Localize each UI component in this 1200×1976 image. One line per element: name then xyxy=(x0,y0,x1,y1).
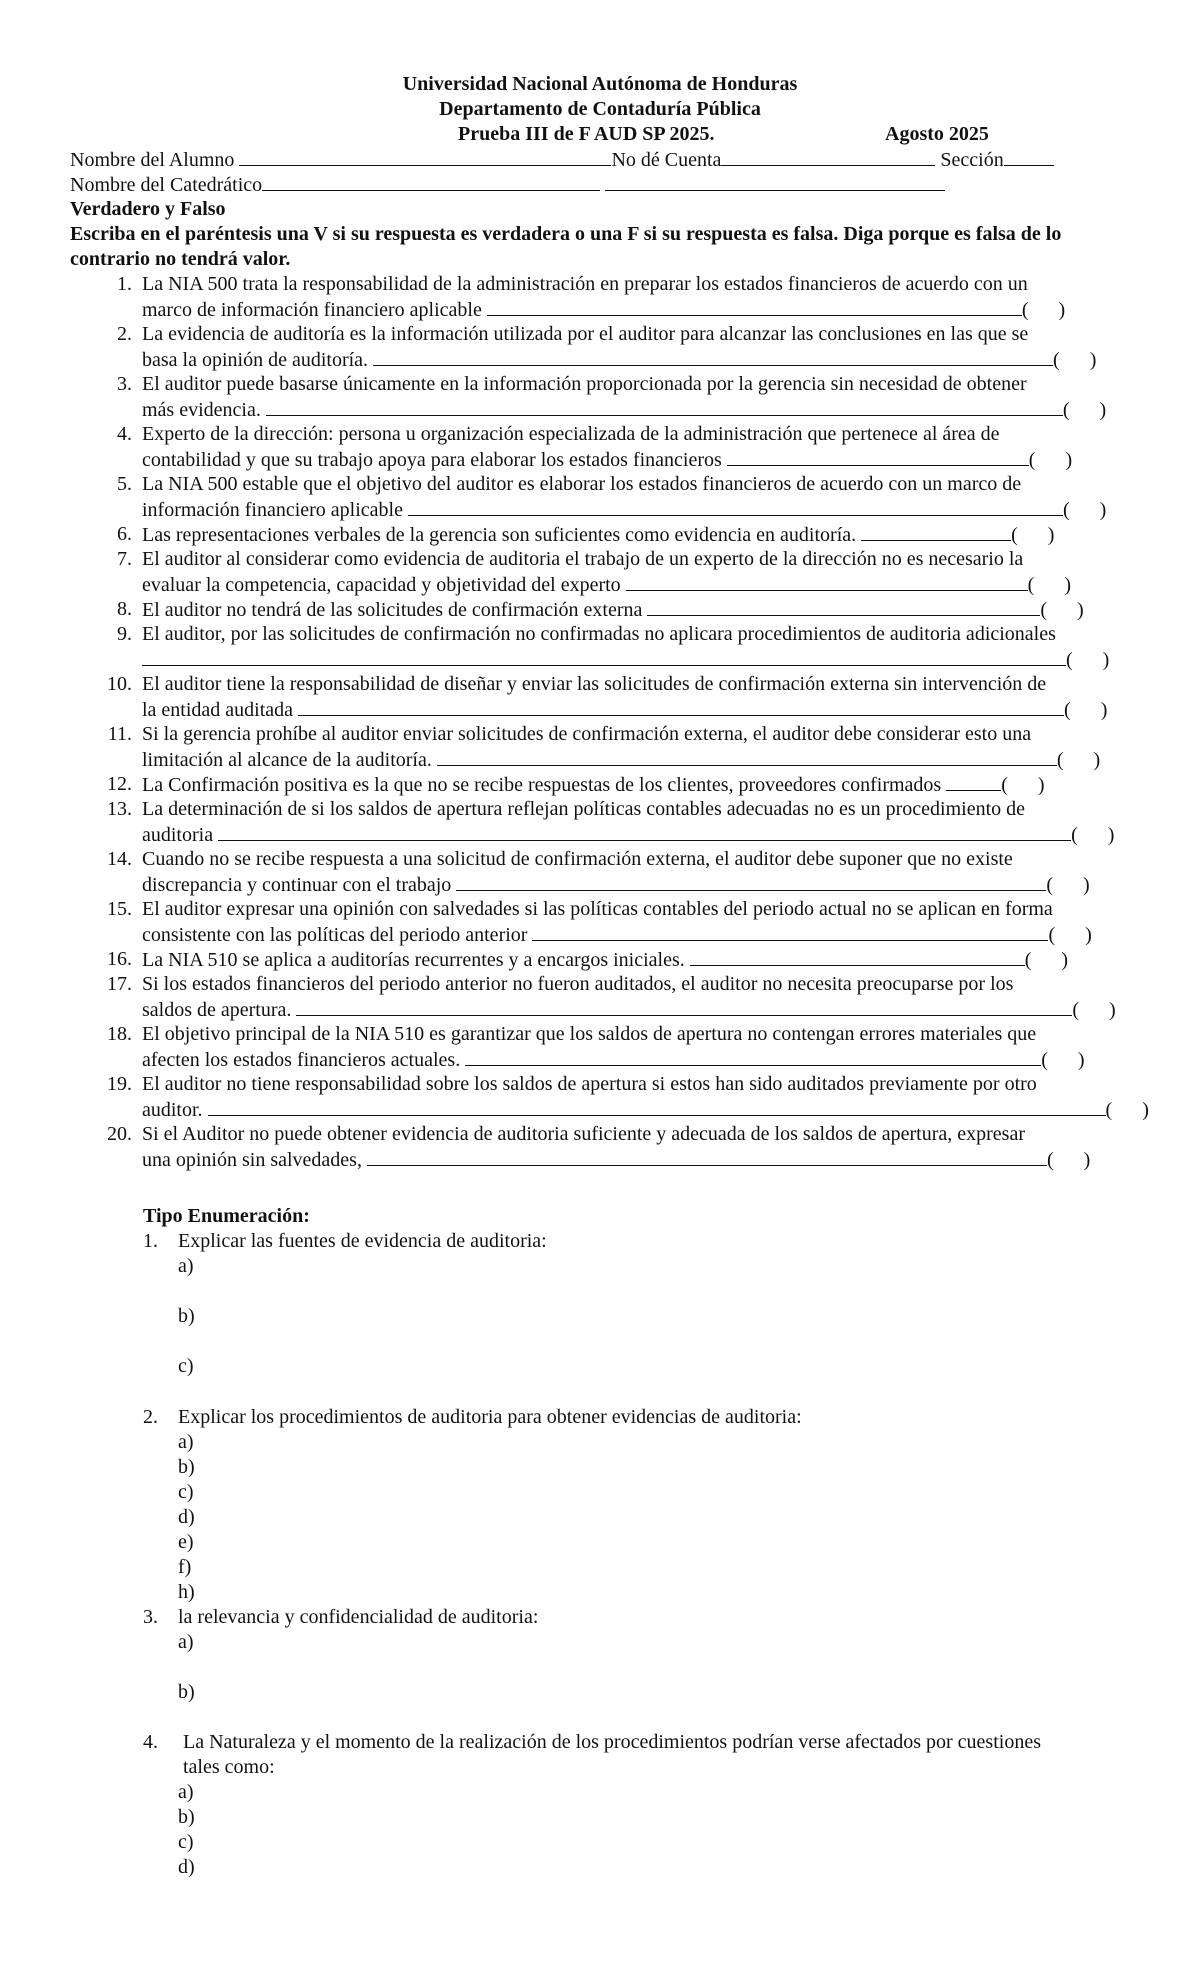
question-line-2: una opinión sin salvedades, xyxy=(142,1149,367,1171)
enum-sub-item: h) xyxy=(178,1581,195,1603)
enum-number: 2. xyxy=(143,1406,158,1428)
question-line-2: marco de información financiero aplicable xyxy=(142,299,487,321)
question-text xyxy=(142,847,1142,898)
question-number: 12. xyxy=(107,773,132,795)
question-line-2: más evidencia. xyxy=(142,399,266,421)
answer-blank[interactable] xyxy=(647,597,1040,616)
question-number: 4. xyxy=(117,423,132,445)
question-line-1: Si la gerencia prohíbe al auditor enviar solicitudes de confirmación externa, el auditor debe considerar esto una xyxy=(142,723,1032,745)
question-text xyxy=(142,972,1142,1023)
answer-blank[interactable] xyxy=(408,497,1063,516)
enum-sub-item: b) xyxy=(178,1681,195,1703)
question-number: 2. xyxy=(117,323,132,345)
question-text xyxy=(142,897,1142,948)
teacher-info-line xyxy=(70,172,945,198)
section-blank[interactable] xyxy=(1004,147,1054,166)
question-number: 18. xyxy=(107,1023,132,1045)
answer-paren[interactable]: ( ) xyxy=(1062,399,1107,421)
answer-blank[interactable] xyxy=(208,1097,1106,1116)
answer-paren[interactable]: ( ) xyxy=(1021,299,1066,321)
question-line-1: El objetivo principal de la NIA 510 es garantizar que los saldos de apertura no contengan errores materiales que xyxy=(142,1023,1037,1045)
answer-blank[interactable] xyxy=(437,747,1057,766)
answer-paren[interactable]: ( ) xyxy=(1041,1049,1085,1071)
question-line-1: Las representaciones verbales de la gerencia son suficientes como evidencia en auditoría. xyxy=(142,524,862,546)
answer-paren[interactable]: ( ) xyxy=(1024,949,1069,971)
question-number: 1. xyxy=(117,273,132,295)
question-text xyxy=(142,1072,1149,1123)
answer-blank[interactable] xyxy=(487,297,1022,316)
answer-paren[interactable]: ( ) xyxy=(1063,499,1107,521)
enum-sub-item: e) xyxy=(178,1531,194,1553)
answer-blank[interactable] xyxy=(266,397,1063,416)
question-text xyxy=(142,522,1142,548)
answer-blank[interactable] xyxy=(218,822,1071,841)
enum-sub-item: a) xyxy=(178,1255,194,1277)
question-line-1: La NIA 500 trata la responsabilidad de la administración en preparar los estados financieros de acuerdo con un xyxy=(142,273,1028,295)
answer-blank[interactable] xyxy=(946,772,1001,791)
question-number: 20. xyxy=(107,1123,132,1145)
answer-blank[interactable] xyxy=(373,347,1053,366)
question-text xyxy=(142,272,1142,323)
question-text xyxy=(142,422,1142,473)
question-number: 5. xyxy=(117,473,132,495)
answer-paren[interactable]: ( ) xyxy=(1046,1149,1091,1171)
answer-paren[interactable]: ( ) xyxy=(1064,699,1108,721)
question-line-1: El auditor tiene la responsabilidad de diseñar y enviar las solicitudes de confirmación externa sin intervención de xyxy=(142,673,1047,695)
question-line-2: afecten los estados financieros actuales. xyxy=(142,1049,466,1071)
question-line-2: saldos de apertura. xyxy=(142,999,297,1021)
question-text xyxy=(142,947,1142,973)
question-line-1: El auditor, por las solicitudes de confirmación no confirmadas no aplicara procedimientos de auditoria adicionales xyxy=(142,623,1056,645)
teacher-blank[interactable] xyxy=(262,172,600,191)
question-number: 17. xyxy=(107,973,132,995)
exam-title: Prueba III de F AUD SP 2025. xyxy=(458,123,715,145)
tf-instructions: Escriba en el paréntesis una V si su respuesta es verdadera o una F si su respuesta es falsa. Diga porque es falsa de lo contrario no tendrá valor. xyxy=(70,223,1062,270)
answer-paren[interactable]: ( ) xyxy=(1028,449,1073,471)
answer-blank[interactable] xyxy=(690,947,1025,966)
question-number: 19. xyxy=(107,1073,132,1095)
answer-paren[interactable]: ( ) xyxy=(1066,649,1110,671)
teacher-blank-2[interactable] xyxy=(605,172,945,191)
question-line-1: El auditor al considerar como evidencia de auditoria el trabajo de un experto de la dirección no es necesario la xyxy=(142,548,1024,570)
enum-sub-item: a) xyxy=(178,1631,194,1653)
enum-number: 1. xyxy=(143,1230,158,1252)
department-title: Departamento de Contaduría Pública xyxy=(439,98,761,120)
answer-paren[interactable]: ( ) xyxy=(1011,524,1055,546)
question-line-2: contabilidad y que su trabajo apoya para elaborar los estados financieros xyxy=(142,449,727,471)
enum-number: 4. xyxy=(143,1731,158,1753)
question-line-1: Si los estados financieros del periodo anterior no fueron auditados, el auditor no necesita preocuparse por los xyxy=(142,973,1014,995)
enum-sub-item: c) xyxy=(178,1355,194,1377)
question-number: 14. xyxy=(107,848,132,870)
answer-paren[interactable]: ( ) xyxy=(1046,874,1090,896)
question-line-2: basa la opinión de auditoría. xyxy=(142,349,374,371)
question-number: 15. xyxy=(107,898,132,920)
enum-sub-item: d) xyxy=(178,1856,195,1878)
enum-sub-item: c) xyxy=(178,1831,194,1853)
question-line-1: La evidencia de auditoría es la información utilizada por el auditor para alcanzar las conclusiones en las que se xyxy=(142,323,1029,345)
enum-text: la relevancia y confidencialidad de auditoria: xyxy=(178,1606,539,1628)
answer-blank[interactable] xyxy=(465,1047,1041,1066)
enum-text: Explicar las fuentes de evidencia de auditoria: xyxy=(178,1230,547,1252)
university-title: Universidad Nacional Autónoma de Honduras xyxy=(402,73,798,95)
question-text xyxy=(142,772,1142,798)
answer-paren[interactable]: ( ) xyxy=(1040,599,1084,621)
question-line-2: discrepancia y continuar con el trabajo xyxy=(142,874,457,896)
question-line-2: auditor. xyxy=(142,1099,208,1121)
student-name-label: Nombre del Alumno xyxy=(70,149,235,171)
answer-blank[interactable] xyxy=(456,872,1046,891)
question-line-2: auditoria xyxy=(142,824,219,846)
answer-blank[interactable] xyxy=(532,922,1048,941)
question-text xyxy=(142,622,1142,673)
answer-paren[interactable]: ( ) xyxy=(1072,999,1116,1021)
enum-section-title: Tipo Enumeración: xyxy=(143,1205,310,1227)
enum-text-continued: tales como: xyxy=(183,1756,275,1778)
account-blank[interactable] xyxy=(721,147,935,166)
teacher-label: Nombre del Catedrático xyxy=(70,174,263,196)
question-number: 8. xyxy=(117,598,132,620)
enum-sub-item: b) xyxy=(178,1456,195,1478)
question-text xyxy=(142,1022,1142,1073)
question-line-1: El auditor no tiene responsabilidad sobre los saldos de apertura si estos han sido auditados previamente por otro xyxy=(142,1073,1037,1095)
question-text xyxy=(142,597,1142,623)
question-line-2: información financiero aplicable xyxy=(142,499,408,521)
answer-blank[interactable] xyxy=(296,997,1072,1016)
answer-blank[interactable] xyxy=(298,697,1064,716)
question-line-1: El auditor no tendrá de las solicitudes de confirmación externa xyxy=(142,599,648,621)
question-text xyxy=(142,672,1142,723)
question-text xyxy=(142,372,1142,423)
answer-blank[interactable] xyxy=(367,1147,1047,1166)
answer-paren[interactable]: ( ) xyxy=(1071,824,1115,846)
question-line-1: Experto de la dirección: persona u organización especializada de la administración que pertenece al área de xyxy=(142,423,1000,445)
question-line-1: El auditor expresar una opinión con salvedades si las políticas contables del periodo actual no se aplican en forma xyxy=(142,898,1053,920)
question-number: 11. xyxy=(107,723,132,745)
question-line-2: evaluar la competencia, capacidad y objetividad del experto xyxy=(142,574,626,596)
question-number: 7. xyxy=(117,548,132,570)
question-line-1: La Confirmación positiva es la que no se recibe respuestas de los clientes, proveedores confirmados xyxy=(142,774,947,796)
enum-sub-item: b) xyxy=(178,1305,195,1327)
question-number: 9. xyxy=(117,623,132,645)
enum-sub-item: f) xyxy=(178,1556,192,1578)
enum-sub-item: b) xyxy=(178,1806,195,1828)
question-line-1: El auditor puede basarse únicamente en la información proporcionada por la gerencia sin necesidad de obtener xyxy=(142,373,1027,395)
question-line-1: La NIA 510 se aplica a auditorías recurrentes y a encargos iniciales. xyxy=(142,949,690,971)
question-line-1: La NIA 500 estable que el objetivo del auditor es elaborar los estados financieros de acuerdo con un marco de xyxy=(142,473,1022,495)
enum-sub-item: c) xyxy=(178,1481,194,1503)
answer-blank[interactable] xyxy=(626,572,1028,591)
question-number: 16. xyxy=(107,948,132,970)
question-text xyxy=(142,1122,1142,1173)
question-text xyxy=(142,472,1142,523)
answer-paren[interactable]: ( ) xyxy=(1053,349,1097,371)
exam-date: Agosto 2025 xyxy=(885,123,989,145)
question-number: 13. xyxy=(107,798,132,820)
enum-sub-item: a) xyxy=(178,1781,194,1803)
enum-sub-item: d) xyxy=(178,1506,195,1528)
enum-sub-item: a) xyxy=(178,1431,194,1453)
answer-paren[interactable]: ( ) xyxy=(1001,774,1045,796)
enum-number: 3. xyxy=(143,1606,158,1628)
enum-text: Explicar los procedimientos de auditoria para obtener evidencias de auditoria: xyxy=(178,1406,802,1428)
enum-text: La Naturaleza y el momento de la realización de los procedimientos podrían verse afectados por cuestiones xyxy=(183,1731,1041,1753)
answer-paren[interactable]: ( ) xyxy=(1056,749,1101,771)
question-text xyxy=(142,322,1142,373)
answer-blank[interactable] xyxy=(142,647,1066,666)
question-number: 6. xyxy=(117,523,132,545)
question-number: 10. xyxy=(107,673,132,695)
question-line-1: Cuando no se recibe respuesta a una solicitud de confirmación externa, el auditor debe suponer que no existe xyxy=(142,848,1013,870)
question-line-2: consistente con las políticas del periodo anterior xyxy=(142,924,533,946)
section-label: Sección xyxy=(940,149,1004,171)
student-info-line xyxy=(70,147,1054,173)
answer-blank[interactable] xyxy=(727,447,1029,466)
question-line-2: limitación al alcance de la auditoría. xyxy=(142,749,437,771)
answer-paren[interactable]: ( ) xyxy=(1027,574,1071,596)
answer-paren[interactable]: ( ) xyxy=(1105,1099,1149,1121)
student-name-blank[interactable] xyxy=(239,147,611,166)
tf-section-title: Verdadero y Falso xyxy=(70,198,226,220)
question-text xyxy=(142,547,1142,598)
account-label: No dé Cuenta xyxy=(611,149,722,171)
answer-blank[interactable] xyxy=(861,522,1011,541)
question-line-2: la entidad auditada xyxy=(142,699,299,721)
question-line-1: Si el Auditor no puede obtener evidencia de auditoria suficiente y adecuada de los saldos de apertura, expresar xyxy=(142,1123,1025,1145)
answer-paren[interactable]: ( ) xyxy=(1048,924,1092,946)
question-line-1: La determinación de si los saldos de apertura reflejan políticas contables adecuadas no es un procedimiento de xyxy=(142,798,1026,820)
question-number: 3. xyxy=(117,373,132,395)
question-text xyxy=(142,722,1142,773)
question-text xyxy=(142,797,1142,848)
